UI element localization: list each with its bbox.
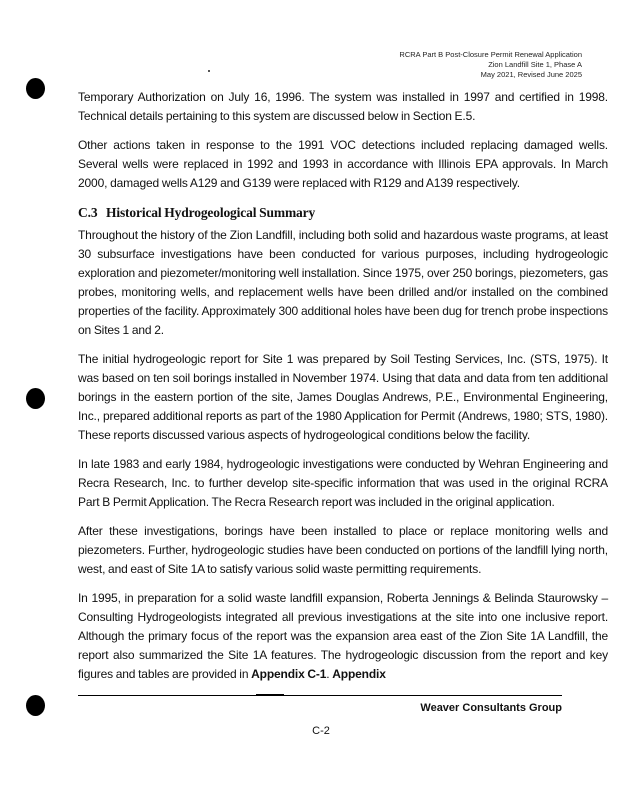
paragraph-text: . [326, 667, 333, 681]
paragraph: In late 1983 and early 1984, hydrogeologic investigations were conducted by Wehran Engineering and Recra Research, Inc. to further develop site-specific information that was used in the original RCRA Part B Permit Application. The Recra Research report was included in the original application. [78, 457, 608, 509]
paragraph: The initial hydrogeologic report for Site 1 was prepared by Soil Testing Services, Inc. (STS, 1975). It was based on ten soil borings installed in November 1974. Using that data and data from ten additional borings in the eastern portion of the site, James Douglas Andrews, P.E., Environmental Engineering, Inc., prepared additional reports as part of the 1980 Application for Permit (Andrews, 1980; STS, 1980). These reports discussed various aspects of hydrogeological conditions below the facility. [78, 352, 608, 442]
footer-rule [78, 695, 562, 696]
paragraph: Throughout the history of the Zion Landfill, including both solid and hazardous waste programs, at least 30 subsurface investigations have been conducted for various purposes, including hydrogeologic exploration and piezometer/monitoring well installation. Since 1975, over 250 borings, piezometers, gas probes, monitoring wells, and replacement wells have been drilled and/or installed on the combined properties of the facility. Approximately 300 additional holes have been dug for trench probe inspections on Sites 1 and 2. [78, 228, 608, 337]
section-title: Historical Hydrogeological Summary [106, 205, 316, 220]
paragraph [78, 589, 608, 684]
paragraph: After these investigations, borings have been installed to place or replace monitoring wells and piezometers. Further, hydrogeologic studies have been conducted on portions of the landfill lying north, west, and east of Site 1A to satisfy various solid waste permitting requirements. [78, 524, 608, 576]
footer-rule-mark [256, 694, 284, 696]
paragraph: Temporary Authorization on July 16, 1996. The system was installed in 1997 and certified in 1998. Technical details pertaining to this system are discussed below in Section E.5. [78, 90, 608, 123]
header-line: Zion Landfill Site 1, Phase A [488, 60, 582, 69]
document-body [78, 88, 608, 684]
section-number: C.3 [78, 205, 98, 220]
section-heading [78, 203, 608, 223]
appendix-ref: Appendix [332, 667, 386, 681]
header-line: May 2021, Revised June 2025 [480, 70, 582, 79]
footer-rule-wrap [78, 694, 562, 696]
page-number: C-2 [312, 725, 330, 737]
header-line: RCRA Part B Post-Closure Permit Renewal Application [399, 50, 582, 59]
paragraph: Other actions taken in response to the 1991 VOC detections included replacing damaged wells. Several wells were replaced in 1992 and 1993 in accordance with Illinois EPA approvals. In March 2000, damaged wells A129 and G139 were replaced with R129 and A139 respectively. [78, 138, 608, 190]
paragraph-text: In 1995, in preparation for a solid waste landfill expansion, Roberta Jennings & Belinda Staurowsky – Consulting Hydrogeologists integrated all previous investigations at the site into one inclusive report. Although the primary focus of the report was the expansion area east of the Zion Site 1A Landfill, the report also summarized the Site 1A features. The hydrogeologic discussion from the report and key figures and tables are provided in [78, 591, 608, 681]
appendix-ref: Appendix C-1 [251, 667, 327, 681]
footer-company: Weaver Consultants Group [420, 702, 562, 714]
